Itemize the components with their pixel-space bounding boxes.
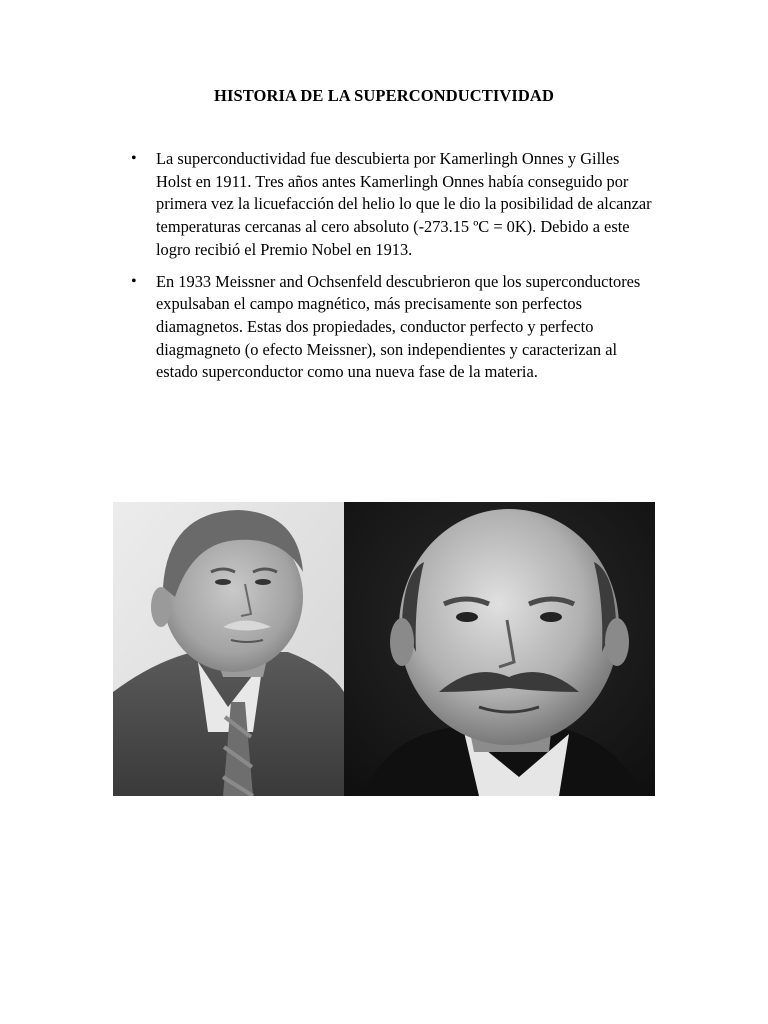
portrait-left-image [113, 502, 344, 796]
portrait-photo-left [113, 502, 344, 796]
bullet-icon: • [131, 150, 137, 167]
bullet-list [114, 148, 654, 393]
paragraph-text: La superconductividad fue descubierta por Kamerlingh Onnes y Gilles Holst en 1911. Tres años antes Kamerlingh Onnes había conseguido por primera vez la licuefacción del helio lo que le dio la posibilidad de alcanzar temperaturas cercanas al cero absoluto (-273.15 ºC = 0K). Debido a este logro recibió el Premio Nobel en 1913. [156, 149, 652, 259]
portrait-photo-right [344, 502, 655, 796]
bullet-icon: • [131, 272, 137, 290]
list-item [114, 271, 654, 385]
portrait-right-image [344, 502, 655, 796]
portrait-photos [113, 502, 655, 796]
list-item [114, 148, 654, 262]
page-title: HISTORIA DE LA SUPERCONDUCTIVIDAD [214, 86, 554, 105]
paragraph-text: En 1933 Meissner and Ochsenfeld descubrieron que los superconductores expulsaban el campo magnético, más precisamente son perfectos diamagnetos. Estas dos propiedades, conductor perfecto y perfecto diagmagneto (o efecto Meissner), son independientes y caracterizan al estado superconductor como una nueva fase de la materia. [156, 271, 641, 382]
